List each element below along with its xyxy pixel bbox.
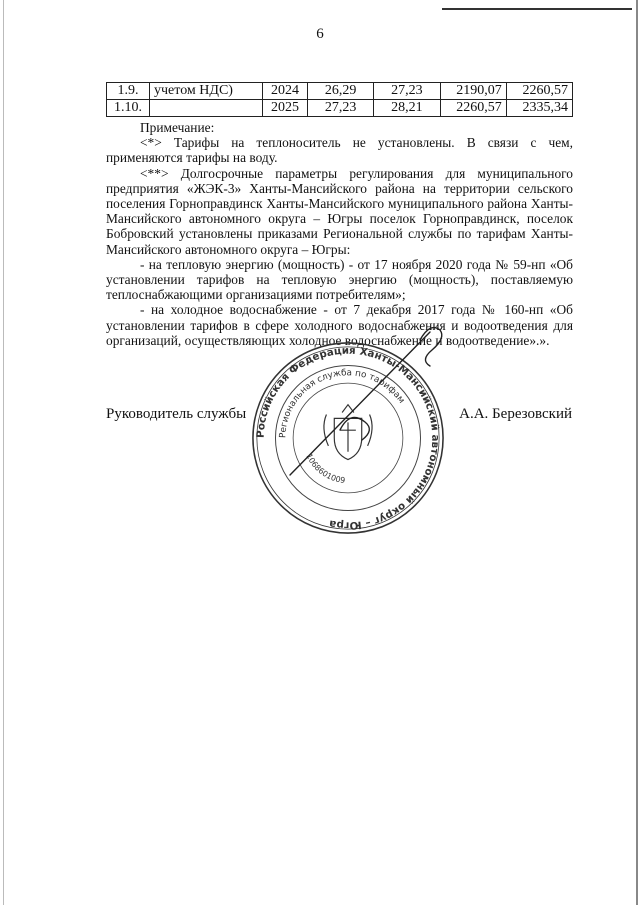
row-value-1: 27,23 — [308, 100, 374, 117]
seal-inner-text: Региональная служба по тарифам — [278, 368, 407, 439]
note-paragraph-4: - на холодное водоснабжение - от 7 декабря 2017 года № 160-нп «Об установлении тарифов в сфере холодного водоснабжения и водоотведения для организаций, осуществляющих холодное водоснабжение и водоотведение».». — [106, 302, 573, 348]
row-year: 2024 — [263, 83, 308, 100]
note-paragraph-2: <**> Долгосрочные параметры регулирования для муниципального предприятия «ЖЭК-3» Ханты-Мансийского района на территории сельского поселения Горноправдинск Ханты-Мансийского муниципального района Ханты-Мансийского автономного округа – Югры поселок Горноправдинск, поселок Бобровский установлены приказами Региональной службы по тарифам Ханты-Мансийского автономного округа – Югры: — [106, 165, 573, 257]
scan-edge-left — [3, 0, 4, 905]
page-number: 6 — [316, 26, 324, 42]
row-value-3: 2260,57 — [440, 100, 506, 117]
row-value-2: 28,21 — [374, 100, 440, 117]
handwritten-signature-icon — [280, 310, 460, 480]
row-value-2: 27,23 — [374, 83, 440, 100]
scan-edge-right — [636, 0, 638, 905]
row-number: 1.10. — [107, 100, 150, 117]
row-name — [150, 100, 263, 117]
seal-ogrn: 1068601009 — [304, 452, 346, 486]
notes-heading: Примечание: — [140, 120, 215, 135]
signatory-position: Руководитель службы — [106, 406, 247, 422]
tariff-table — [106, 82, 573, 117]
row-name: учетом НДС) — [150, 83, 263, 100]
row-value-4: 2260,57 — [506, 83, 572, 100]
row-value-3: 2190,07 — [440, 83, 506, 100]
table-row — [107, 100, 573, 117]
note-paragraph-3: - на тепловую энергию (мощность) - от 17 ноября 2020 года № 59-нп «Об установлении тарифов на тепловую энергию (мощность), поставляемую теплоснабжающими организациями потребителям»; — [106, 256, 573, 303]
scan-top-mark — [442, 8, 632, 10]
row-year: 2025 — [263, 100, 308, 117]
note-paragraph-1: <*> Тарифы на теплоноситель не установлены. В связи с чем, применяются тарифы на воду. — [106, 135, 573, 166]
seal-outer-text: Российская Федерация Ханты-Мансийский автономный округ – Югра — [254, 344, 442, 532]
row-value-1: 26,29 — [308, 83, 374, 100]
row-value-4: 2335,34 — [506, 100, 572, 117]
row-number: 1.9. — [107, 83, 150, 100]
signatory-name: А.А. Березовский — [459, 406, 572, 422]
table-row — [107, 83, 573, 100]
